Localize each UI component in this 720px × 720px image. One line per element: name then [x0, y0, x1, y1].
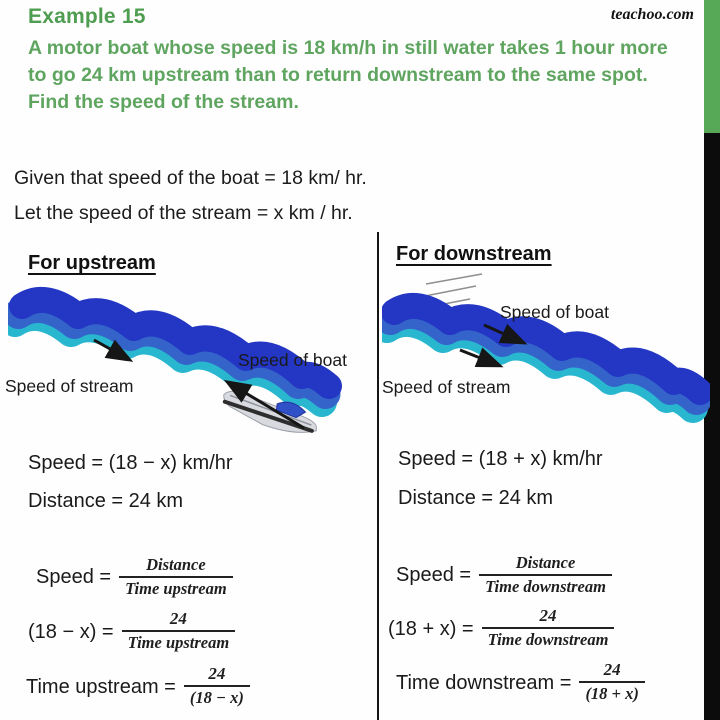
downstream-wave-illustration [382, 270, 710, 470]
given-line: Given that speed of the boat = 18 km/ hr. [14, 167, 367, 189]
fraction-denominator: Time downstream [485, 576, 606, 596]
upstream-distance-equation: Distance = 24 km [28, 490, 184, 512]
fraction-bar [482, 627, 615, 629]
downstream-speed-of-stream-label: Speed of stream [382, 377, 511, 397]
column-divider [377, 232, 379, 720]
equation-lhs: (18 + x) = [388, 617, 474, 640]
upstream-wave-illustration [8, 282, 353, 462]
fraction-denominator: (18 − x) [189, 688, 244, 708]
upstream-fraction-eq-2 [28, 610, 235, 654]
fraction-bar [579, 681, 644, 683]
downstream-heading: For downstream [396, 243, 552, 265]
fraction [122, 609, 236, 653]
problem-line-3: Find the speed of the stream. [28, 91, 299, 113]
upstream-heading: For upstream [28, 252, 156, 274]
fraction-bar [119, 576, 233, 578]
downstream-fraction-eq-2 [388, 607, 614, 651]
fraction-numerator: Distance [146, 555, 206, 574]
fraction-bar [122, 630, 236, 632]
page-title: Example 15 [28, 5, 146, 28]
fraction-numerator: Distance [515, 553, 576, 572]
downstream-speed-of-boat-label: Speed of boat [500, 302, 609, 322]
fraction-numerator: 24 [169, 609, 187, 628]
right-edge-green-bar [704, 0, 720, 133]
problem-statement [28, 35, 696, 116]
upstream-fraction-eq-1 [36, 556, 233, 600]
downstream-speed-equation: Speed = (18 + x) km/hr [398, 448, 603, 470]
fraction-denominator: Time upstream [125, 578, 227, 598]
upstream-speed-of-boat-label: Speed of boat [238, 350, 347, 370]
equation-lhs: Speed = [396, 564, 472, 587]
fraction [482, 606, 615, 650]
fraction-denominator: Time downstream [487, 630, 609, 650]
fraction-numerator: 24 [603, 660, 621, 679]
fraction [184, 664, 250, 708]
upstream-speed-of-stream-label: Speed of stream [5, 376, 134, 396]
fraction-denominator: (18 + x) [585, 684, 639, 704]
problem-line-1: A motor boat whose speed is 18 km/h in still water takes 1 hour more [28, 37, 668, 59]
downstream-fraction-eq-3 [396, 661, 645, 705]
downstream-distance-equation: Distance = 24 km [398, 487, 554, 509]
equation-lhs: Time upstream = [26, 675, 176, 698]
upstream-fraction-eq-3 [26, 665, 250, 709]
fraction-bar [479, 574, 612, 576]
downstream-fraction-eq-1 [396, 554, 612, 598]
brand-logo: teachoo.com [610, 6, 694, 23]
fraction-bar [184, 685, 250, 687]
fraction [579, 660, 644, 704]
fraction [479, 553, 612, 597]
let-line: Let the speed of the stream = x km / hr. [14, 202, 353, 224]
problem-line-2: to go 24 km upstream than to return downstream to the same spot. [28, 64, 648, 86]
fraction-numerator: 24 [539, 606, 557, 625]
equation-lhs: Time downstream = [396, 671, 572, 694]
equation-lhs: Speed = [36, 566, 112, 589]
equation-lhs: (18 − x) = [28, 620, 114, 643]
fraction-denominator: Time upstream [127, 633, 230, 653]
fraction [119, 555, 233, 599]
fraction-numerator: 24 [208, 664, 226, 683]
upstream-speed-equation: Speed = (18 − x) km/hr [28, 452, 233, 474]
